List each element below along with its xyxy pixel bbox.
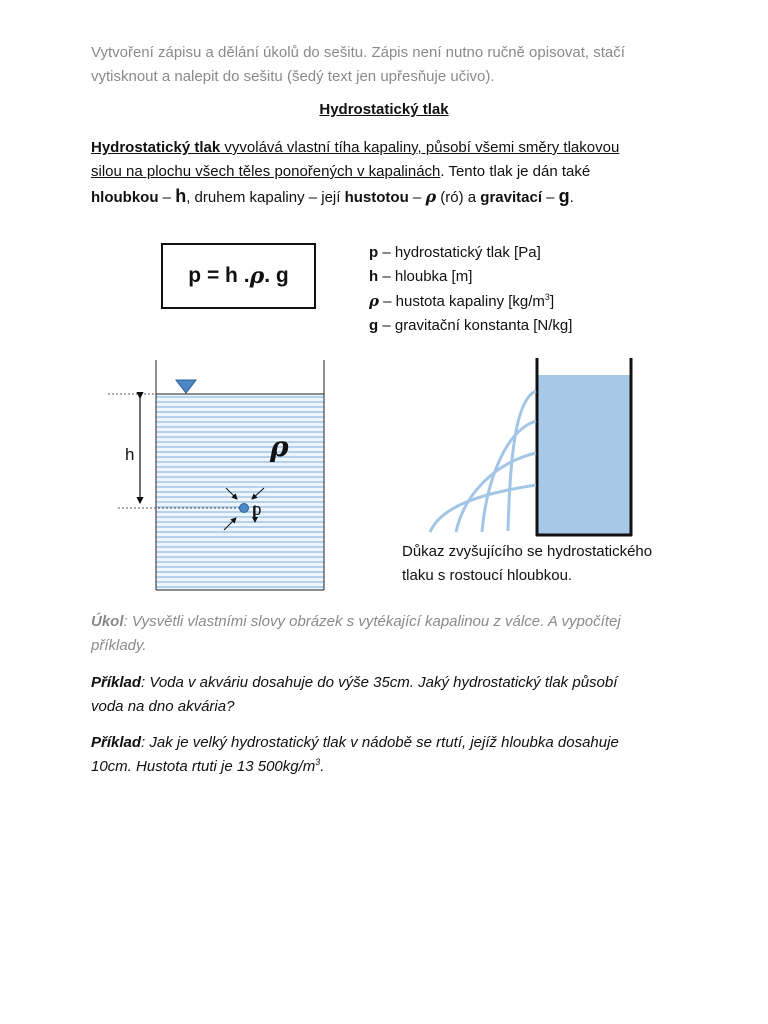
legend-text: ] [549, 293, 555, 310]
caption-line-2: tlaku s rostoucí hloubkou. [402, 567, 573, 584]
rho-symbol: ρ [425, 187, 437, 206]
intro-line-1: Vytvoření zápisu a dělání úkolů do sešitu. Zápis není nutno ručně opisovat, stačí [91, 44, 625, 61]
example-label: Příklad [91, 734, 142, 751]
example-text-2: voda na dno akvária? [91, 698, 235, 715]
formula-rho: ρ [249, 263, 265, 289]
definition-line1: vyvolává vlastní tíha kapaliny, působí všemi směry tlakovou [220, 139, 620, 156]
cylinder-water [537, 375, 631, 534]
legend-symbol: ρ [369, 292, 379, 310]
caption-line-1: Důkaz zvyšujícího se hydrostatického [402, 543, 653, 560]
page-title: Hydrostatický tlak [319, 101, 449, 118]
period: . [569, 189, 574, 206]
example-1 [91, 671, 617, 719]
example-text: : Voda v akváriu dosahuje do výše 35cm. Jaký hydrostatický tlak působí [141, 674, 618, 691]
density-word: hustotou [344, 189, 409, 206]
water-body [156, 394, 324, 590]
definition-line2-rest: . Tento tlak je dán také [440, 163, 591, 180]
legend-text: – hydrostatický tlak [Pa] [378, 244, 541, 261]
formula-right: . g [264, 264, 289, 287]
legend-p [369, 241, 572, 265]
legend-g [369, 314, 572, 338]
definition-term: Hydrostatický tlak [91, 139, 221, 156]
legend-symbol: g [369, 317, 379, 334]
definition-paragraph [91, 136, 619, 210]
pressure-label: p [252, 500, 262, 519]
leaking-cylinder-diagram [420, 355, 645, 540]
dash: – [158, 189, 176, 206]
dash: – [408, 189, 426, 206]
example-exponent: 3 [315, 757, 321, 767]
intro-line-2: vytisknout a nalepit do sešitu (šedý text jen upřesňuje učivo). [91, 68, 495, 85]
formula-left: p = h . [188, 264, 250, 287]
example-label: Příklad [91, 674, 142, 691]
example-2 [91, 731, 619, 779]
example-text-2a: 10cm. Hustota rtuti je 13 500kg/m [91, 758, 316, 775]
legend-exponent: 3 [544, 292, 550, 302]
task-paragraph [91, 610, 621, 658]
depth-label: h [125, 445, 135, 464]
hydrostatic-depth-diagram [100, 350, 340, 595]
formula-box [161, 243, 316, 309]
h-symbol: h [175, 186, 187, 206]
depth-word: hloubkou [91, 189, 159, 206]
legend-rho [369, 289, 572, 314]
legend-symbol: p [369, 244, 379, 261]
legend-text: – hloubka [m] [378, 268, 473, 285]
density-label: ρ [270, 430, 289, 463]
task-label: Úkol [91, 613, 124, 630]
task-text: : Vysvětli vlastními slovy obrázek s vytékající kapalinou z válce. A vypočítej [123, 613, 621, 630]
legend-text: – hustota kapaliny [kg/m [378, 293, 545, 310]
example-text-2b: . [320, 758, 325, 775]
legend-symbol: h [369, 268, 379, 285]
surface-marker-icon [176, 380, 196, 393]
legend-h [369, 265, 572, 289]
diagram-caption [402, 540, 652, 588]
definition-mid: , druhem kapaliny – její [186, 189, 345, 206]
example-text: : Jak je velký hydrostatický tlak v nádobě se rtutí, jejíž hloubka dosahuje [141, 734, 619, 751]
task-text-2: příklady. [91, 637, 147, 654]
intro-text [91, 41, 625, 89]
ro-text: (ró) a [436, 189, 481, 206]
pressure-point [240, 504, 249, 513]
legend-text: – gravitační konstanta [N/kg] [378, 317, 573, 334]
gravity-word: gravitací [480, 189, 542, 206]
formula-legend [369, 241, 572, 338]
dash: – [541, 189, 559, 206]
definition-line2-underlined: silou na plochu všech těles ponořených v kapalinách [91, 163, 441, 180]
g-symbol: g [558, 186, 570, 206]
